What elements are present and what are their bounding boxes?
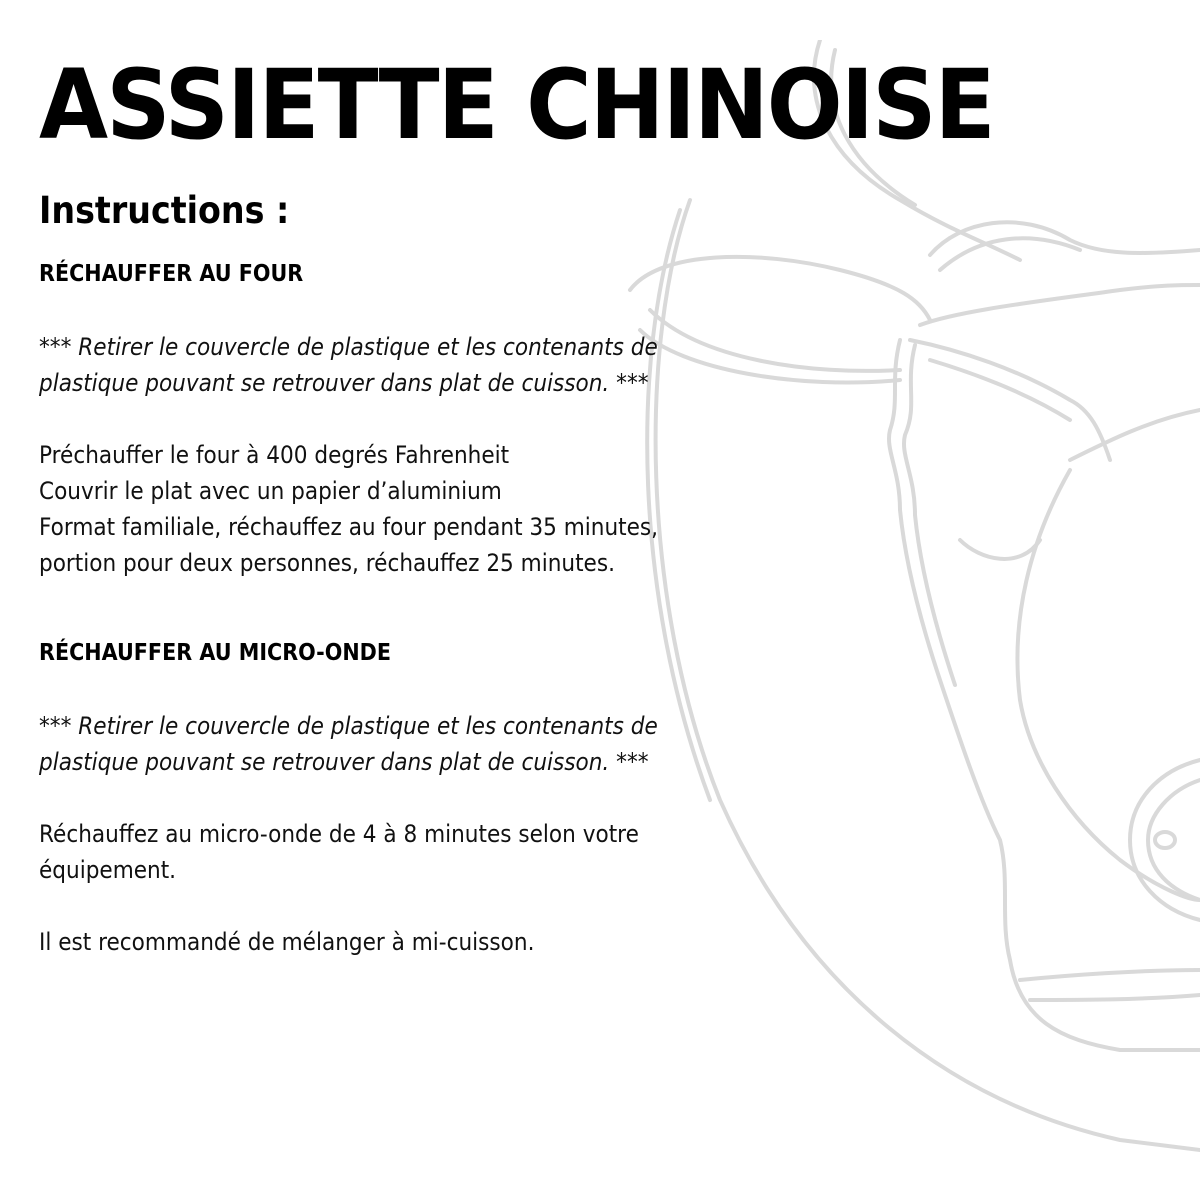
instructions-subtitle: Instructions : <box>39 189 290 232</box>
oven-step-preheat: Préchauffer le four à 400 degrés Fahrenheit <box>39 441 510 469</box>
oven-heading: RÉCHAUFFER AU FOUR <box>39 261 304 287</box>
microwave-stir-note: Il est recommandé de mélanger à mi-cuisson. <box>39 928 535 956</box>
oven-warning-line-1: *** Retirer le couvercle de plastique et les contenants de <box>39 333 658 361</box>
page-title: ASSIETTE CHINOISE <box>39 49 994 161</box>
microwave-warning-line-1: *** Retirer le couvercle de plastique et les contenants de <box>39 712 658 740</box>
teapot-sketch-icon <box>600 40 1200 1200</box>
oven-warning-line-2: plastique pouvant se retrouver dans plat de cuisson. *** <box>39 369 649 397</box>
microwave-warning-line-2: plastique pouvant se retrouver dans plat de cuisson. *** <box>39 748 649 776</box>
microwave-step-time-cont: équipement. <box>39 856 177 884</box>
oven-step-family-format: Format familiale, réchauffez au four pendant 35 minutes, <box>39 513 659 541</box>
oven-step-two-portion: portion pour deux personnes, réchauffez 25 minutes. <box>39 549 615 577</box>
microwave-step-time: Réchauffez au micro-onde de 4 à 8 minutes selon votre <box>39 820 639 848</box>
microwave-heading: RÉCHAUFFER AU MICRO-ONDE <box>39 640 392 666</box>
oven-step-cover: Couvrir le plat avec un papier d’aluminium <box>39 477 502 505</box>
